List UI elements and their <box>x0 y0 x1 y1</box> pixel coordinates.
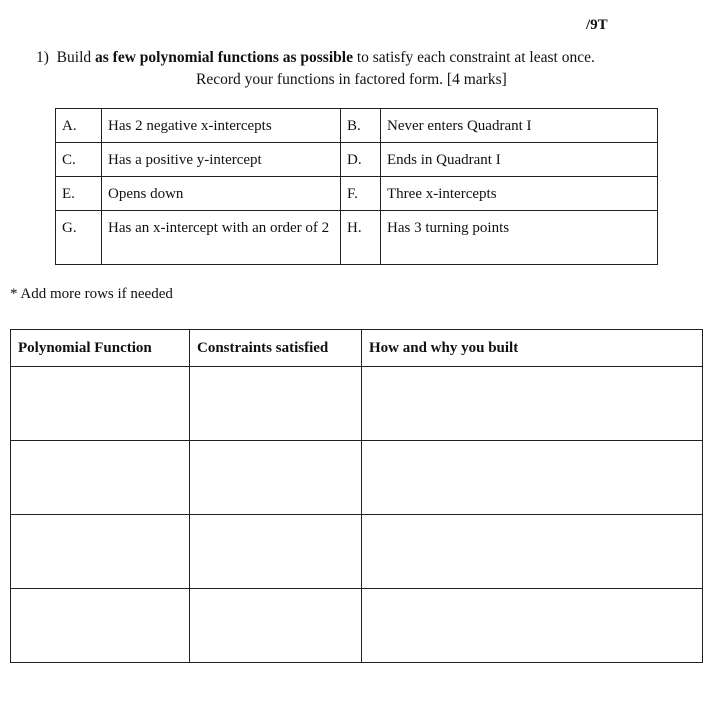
constraint-text: Never enters Quadrant I <box>381 109 658 143</box>
constraint-letter: E. <box>56 177 102 211</box>
constraint-row <box>56 177 658 211</box>
answer-cell-function[interactable] <box>11 589 190 663</box>
answer-header-row <box>11 330 703 367</box>
header-constraints-satisfied: Constraints satisfied <box>190 330 362 367</box>
answer-cell-constraints[interactable] <box>190 441 362 515</box>
header-polynomial-function: Polynomial Function <box>11 330 190 367</box>
answer-row <box>11 589 703 663</box>
constraint-row <box>56 143 658 177</box>
answer-cell-explanation[interactable] <box>362 515 703 589</box>
answer-cell-function[interactable] <box>11 515 190 589</box>
answer-cell-constraints[interactable] <box>190 589 362 663</box>
answer-row <box>11 515 703 589</box>
constraint-letter: C. <box>56 143 102 177</box>
question-instructions: Record your functions in factored form. [4 marks] <box>196 71 507 88</box>
score-label: /9T <box>586 17 608 33</box>
add-rows-note: * Add more rows if needed <box>10 286 173 302</box>
constraint-text: Ends in Quadrant I <box>381 143 658 177</box>
answer-cell-explanation[interactable] <box>362 441 703 515</box>
constraint-text: Has an x-intercept with an order of 2 <box>102 211 341 265</box>
answer-cell-explanation[interactable] <box>362 589 703 663</box>
constraint-text: Opens down <box>102 177 341 211</box>
constraint-letter: H. <box>341 211 381 265</box>
constraint-row <box>56 211 658 265</box>
constraint-letter: A. <box>56 109 102 143</box>
question-number: 1) <box>36 49 49 66</box>
constraints-table <box>55 108 658 265</box>
answer-row <box>11 441 703 515</box>
answer-cell-function[interactable] <box>11 441 190 515</box>
constraint-letter: F. <box>341 177 381 211</box>
answer-table <box>10 329 703 663</box>
question-suffix: to satisfy each constraint at least once. <box>352 49 595 66</box>
constraint-letter: B. <box>341 109 381 143</box>
question-prompt <box>36 49 595 67</box>
header-how-and-why: How and why you built <box>362 330 703 367</box>
question-emphasis: as few polynomial functions as possible <box>95 49 353 66</box>
answer-cell-explanation[interactable] <box>362 367 703 441</box>
answer-cell-constraints[interactable] <box>190 367 362 441</box>
constraint-text: Has 2 negative x-intercepts <box>102 109 341 143</box>
question-prefix: Build <box>56 49 95 66</box>
answer-cell-constraints[interactable] <box>190 515 362 589</box>
constraint-row <box>56 109 658 143</box>
constraint-text: Has a positive y-intercept <box>102 143 341 177</box>
constraint-letter: D. <box>341 143 381 177</box>
answer-cell-function[interactable] <box>11 367 190 441</box>
constraint-text: Three x-intercepts <box>381 177 658 211</box>
constraint-letter: G. <box>56 211 102 265</box>
constraint-text: Has 3 turning points <box>381 211 658 265</box>
answer-row <box>11 367 703 441</box>
